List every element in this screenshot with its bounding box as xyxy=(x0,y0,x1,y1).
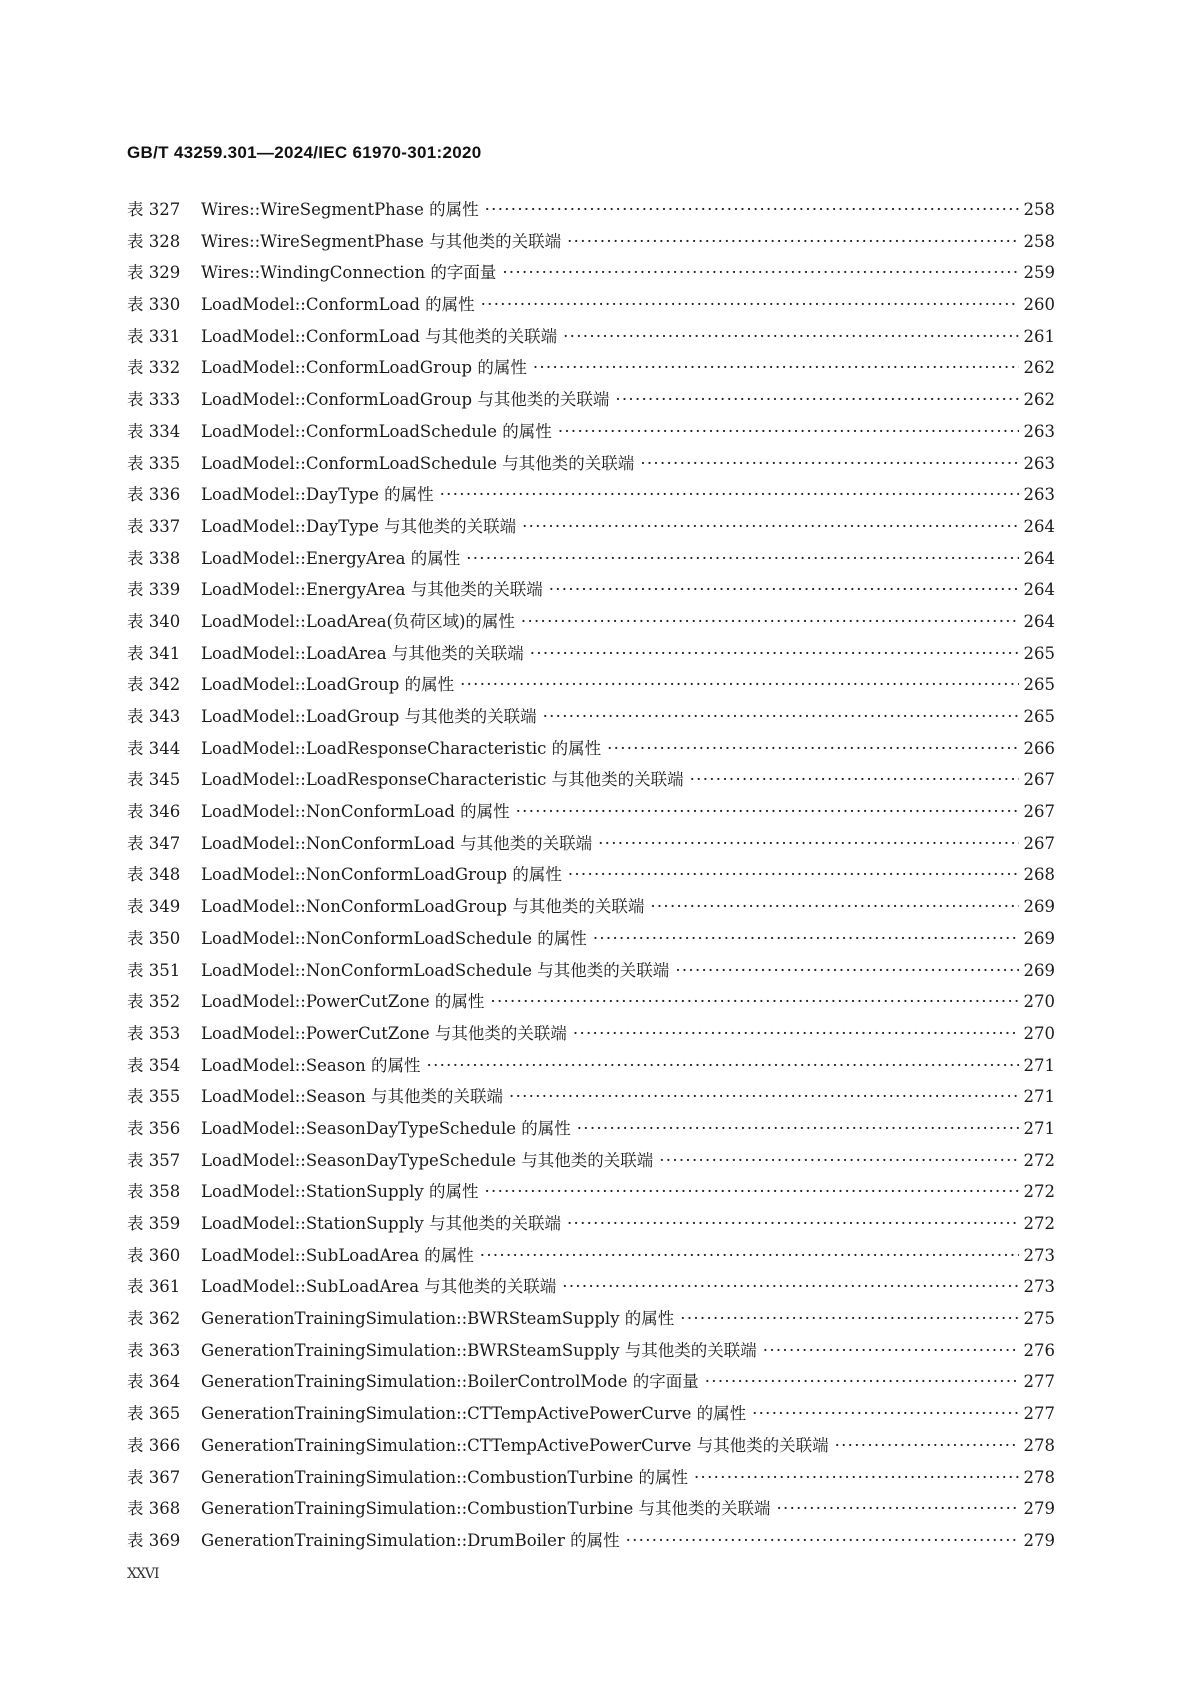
toc-entry-title: LoadModel::LoadArea 与其他类的关联端 xyxy=(201,643,524,663)
toc-entry-label: 表 359 xyxy=(127,1214,181,1233)
toc-entry-title: LoadModel::SeasonDayTypeSchedule 与其他类的关联端 xyxy=(201,1150,654,1170)
toc-entry[interactable] xyxy=(127,1115,1055,1147)
dot-leader xyxy=(466,549,1019,568)
toc-entry[interactable] xyxy=(127,957,1055,989)
toc-entry[interactable] xyxy=(127,259,1055,291)
toc-entry-title: LoadModel::LoadArea(负荷区域)的属性 xyxy=(201,611,515,631)
toc-entry-title: Wires::WireSegmentPhase 的属性 xyxy=(201,200,479,219)
toc-entry-title: LoadModel::NonConformLoad 的属性 xyxy=(201,802,510,822)
toc-entry-page: 264 xyxy=(1023,516,1055,536)
dot-leader xyxy=(690,770,1019,789)
toc-entry-title: LoadModel::StationSupply 的属性 xyxy=(201,1182,479,1202)
toc-entry[interactable] xyxy=(127,481,1055,513)
toc-entry-title: GenerationTrainingSimulation::CTTempActivePowerCurve 的属性 xyxy=(201,1404,747,1424)
toc-entry-title: GenerationTrainingSimulation::CombustionTurbine 与其他类的关联端 xyxy=(201,1499,771,1519)
toc-entry[interactable] xyxy=(127,766,1055,798)
toc-entry-page: 275 xyxy=(1023,1309,1055,1329)
toc-entry-page: 277 xyxy=(1023,1372,1055,1392)
toc-entry[interactable] xyxy=(127,925,1055,957)
dot-leader xyxy=(567,232,1019,251)
dot-leader xyxy=(567,1214,1019,1233)
toc-entry[interactable] xyxy=(127,1273,1055,1305)
toc-entry-title: LoadModel::LoadResponseCharacteristic 的属性 xyxy=(201,738,602,758)
toc-entry-title: GenerationTrainingSimulation::CTTempActivePowerCurve 与其他类的关联端 xyxy=(201,1435,829,1455)
toc-entry-page: 260 xyxy=(1023,295,1055,315)
toc-entry-title: LoadModel::LoadResponseCharacteristic 与其他类的关联端 xyxy=(201,770,684,790)
table-of-contents xyxy=(127,196,1055,1559)
toc-entry-label: 表 329 xyxy=(127,263,181,283)
toc-entry-title: LoadModel::ConformLoad 与其他类的关联端 xyxy=(201,326,558,346)
toc-entry-title: LoadModel::DayType 的属性 xyxy=(201,485,434,505)
toc-entry-page: 268 xyxy=(1023,865,1055,885)
toc-entry[interactable] xyxy=(127,228,1055,260)
toc-entry-title: LoadModel::NonConformLoadGroup 的属性 xyxy=(201,865,562,885)
dot-leader xyxy=(509,1087,1019,1106)
toc-entry[interactable] xyxy=(127,703,1055,735)
toc-entry-title: LoadModel::ConformLoadGroup 与其他类的关联端 xyxy=(201,390,610,410)
toc-entry-label: 表 342 xyxy=(127,675,181,695)
dot-leader xyxy=(549,580,1019,599)
toc-entry-label: 表 348 xyxy=(127,865,181,885)
toc-entry-label: 表 328 xyxy=(127,231,181,251)
toc-entry-page: 273 xyxy=(1023,1277,1055,1297)
toc-entry[interactable] xyxy=(127,640,1055,672)
toc-entry-label: 表 366 xyxy=(127,1435,181,1455)
dot-leader xyxy=(640,454,1019,473)
toc-entry-title: LoadModel::LoadGroup 与其他类的关联端 xyxy=(201,707,537,726)
dot-leader xyxy=(675,961,1019,980)
toc-entry[interactable] xyxy=(127,386,1055,418)
toc-entry[interactable] xyxy=(127,1495,1055,1527)
dot-leader xyxy=(533,358,1019,377)
toc-entry[interactable] xyxy=(127,861,1055,893)
dot-leader xyxy=(558,422,1019,441)
toc-entry-label: 表 356 xyxy=(127,1118,181,1138)
dot-leader xyxy=(480,1246,1019,1265)
toc-entry-page: 263 xyxy=(1023,421,1055,441)
toc-entry-label: 表 344 xyxy=(127,738,181,758)
toc-entry-title: LoadModel::PowerCutZone 与其他类的关联端 xyxy=(201,1023,567,1043)
toc-entry-page: 258 xyxy=(1023,231,1055,251)
dot-leader xyxy=(530,644,1019,663)
toc-entry[interactable] xyxy=(127,608,1055,640)
dot-leader xyxy=(650,897,1019,916)
dot-leader xyxy=(543,707,1019,726)
dot-leader xyxy=(607,739,1019,758)
toc-entry-page: 263 xyxy=(1023,453,1055,473)
toc-entry-page: 264 xyxy=(1023,611,1055,631)
dot-leader xyxy=(593,929,1019,948)
toc-entry-page: 259 xyxy=(1023,263,1055,283)
dot-leader xyxy=(568,865,1019,884)
toc-entry-page: 263 xyxy=(1023,485,1055,505)
dot-leader xyxy=(427,1056,1019,1075)
toc-entry-page: 269 xyxy=(1023,897,1055,917)
dot-leader xyxy=(598,834,1019,853)
toc-entry-page: 258 xyxy=(1023,200,1055,219)
toc-entry-label: 表 331 xyxy=(127,326,181,346)
dot-leader xyxy=(659,1151,1019,1170)
toc-entry-label: 表 349 xyxy=(127,897,181,917)
dot-leader xyxy=(777,1499,1019,1518)
toc-entry[interactable] xyxy=(127,1305,1055,1337)
toc-entry[interactable] xyxy=(127,418,1055,450)
toc-entry[interactable] xyxy=(127,671,1055,703)
dot-leader xyxy=(481,295,1019,314)
dot-leader xyxy=(502,263,1019,282)
toc-entry-label: 表 341 xyxy=(127,643,181,663)
toc-entry-title: LoadModel::ConformLoad 的属性 xyxy=(201,295,475,315)
toc-entry[interactable] xyxy=(127,1210,1055,1242)
dot-leader xyxy=(752,1404,1019,1423)
toc-entry[interactable] xyxy=(127,1147,1055,1179)
toc-entry-page: 271 xyxy=(1023,1118,1055,1138)
toc-entry-label: 表 333 xyxy=(127,390,181,410)
toc-entry-label: 表 361 xyxy=(127,1277,181,1297)
toc-entry[interactable] xyxy=(127,1083,1055,1115)
dot-leader xyxy=(573,1024,1019,1043)
dot-leader xyxy=(563,327,1019,346)
toc-entry-title: GenerationTrainingSimulation::BoilerControlMode 的字面量 xyxy=(201,1372,699,1392)
toc-entry-label: 表 358 xyxy=(127,1182,181,1202)
dot-leader xyxy=(440,485,1019,504)
toc-entry-title: LoadModel::DayType 与其他类的关联端 xyxy=(201,516,517,536)
toc-entry-title: LoadModel::Season 与其他类的关联端 xyxy=(201,1087,504,1107)
toc-entry[interactable] xyxy=(127,354,1055,386)
toc-entry-title: LoadModel::EnergyArea 的属性 xyxy=(201,548,461,568)
toc-entry-page: 278 xyxy=(1023,1435,1055,1455)
toc-entry-label: 表 368 xyxy=(127,1499,181,1519)
toc-entry-page: 272 xyxy=(1023,1214,1055,1233)
toc-entry[interactable] xyxy=(127,735,1055,767)
toc-entry[interactable] xyxy=(127,1464,1055,1496)
toc-entry-page: 272 xyxy=(1023,1182,1055,1202)
toc-entry-label: 表 343 xyxy=(127,707,181,726)
dot-leader xyxy=(522,517,1019,536)
toc-entry-page: 267 xyxy=(1023,770,1055,790)
toc-entry-label: 表 352 xyxy=(127,992,181,1012)
toc-entry[interactable] xyxy=(127,196,1055,228)
toc-entry-page: 264 xyxy=(1023,580,1055,600)
toc-entry-label: 表 357 xyxy=(127,1150,181,1170)
toc-entry-page: 266 xyxy=(1023,738,1055,758)
toc-entry-page: 279 xyxy=(1023,1530,1055,1550)
toc-entry[interactable] xyxy=(127,1400,1055,1432)
toc-entry[interactable] xyxy=(127,1052,1055,1084)
toc-entry[interactable] xyxy=(127,323,1055,355)
dot-leader xyxy=(490,992,1019,1011)
toc-entry-label: 表 367 xyxy=(127,1467,181,1487)
toc-entry-page: 262 xyxy=(1023,390,1055,410)
toc-entry[interactable] xyxy=(127,513,1055,545)
toc-entry-title: LoadModel::SubLoadArea 与其他类的关联端 xyxy=(201,1277,557,1297)
toc-entry-label: 表 347 xyxy=(127,833,181,853)
toc-entry-label: 表 339 xyxy=(127,580,181,600)
toc-entry-title: GenerationTrainingSimulation::DrumBoiler 的属性 xyxy=(201,1530,620,1550)
dot-leader xyxy=(694,1468,1019,1487)
toc-entry[interactable] xyxy=(127,576,1055,608)
toc-entry-label: 表 340 xyxy=(127,611,181,631)
toc-entry-label: 表 355 xyxy=(127,1087,181,1107)
dot-leader xyxy=(460,675,1019,694)
dot-leader xyxy=(763,1341,1019,1360)
dot-leader xyxy=(485,200,1019,219)
toc-entry[interactable] xyxy=(127,1242,1055,1274)
dot-leader xyxy=(615,390,1019,409)
toc-entry-title: LoadModel::ConformLoadSchedule 与其他类的关联端 xyxy=(201,453,635,473)
toc-entry-label: 表 332 xyxy=(127,358,181,378)
dot-leader xyxy=(835,1436,1019,1455)
toc-entry-title: LoadModel::SubLoadArea 的属性 xyxy=(201,1245,474,1265)
toc-entry[interactable] xyxy=(127,798,1055,830)
toc-entry-title: LoadModel::StationSupply 与其他类的关联端 xyxy=(201,1214,561,1233)
toc-entry-page: 270 xyxy=(1023,992,1055,1012)
toc-entry-page: 279 xyxy=(1023,1499,1055,1519)
toc-entry[interactable] xyxy=(127,893,1055,925)
toc-entry-page: 271 xyxy=(1023,1055,1055,1075)
toc-entry[interactable] xyxy=(127,1527,1055,1559)
toc-entry-title: GenerationTrainingSimulation::BWRSteamSupply 与其他类的关联端 xyxy=(201,1340,757,1360)
toc-entry-title: LoadModel::NonConformLoadSchedule 与其他类的关联端 xyxy=(201,960,670,980)
toc-entry-label: 表 350 xyxy=(127,928,181,948)
toc-entry-label: 表 345 xyxy=(127,770,181,790)
toc-entry-title: LoadModel::LoadGroup 的属性 xyxy=(201,675,455,695)
toc-entry-page: 272 xyxy=(1023,1150,1055,1170)
toc-entry[interactable] xyxy=(127,1337,1055,1369)
toc-entry-page: 265 xyxy=(1023,707,1055,726)
toc-entry-page: 269 xyxy=(1023,928,1055,948)
toc-entry-title: Wires::WireSegmentPhase 与其他类的关联端 xyxy=(201,231,562,251)
dot-leader xyxy=(562,1277,1019,1296)
toc-entry[interactable] xyxy=(127,1432,1055,1464)
toc-entry-title: GenerationTrainingSimulation::BWRSteamSupply 的属性 xyxy=(201,1309,675,1329)
toc-entry-title: LoadModel::NonConformLoadGroup 与其他类的关联端 xyxy=(201,897,645,917)
toc-entry-label: 表 353 xyxy=(127,1023,181,1043)
toc-entry-title: Wires::WindingConnection 的字面量 xyxy=(201,263,497,283)
toc-entry-page: 267 xyxy=(1023,833,1055,853)
toc-entry-title: LoadModel::NonConformLoad 与其他类的关联端 xyxy=(201,833,593,853)
toc-entry-label: 表 364 xyxy=(127,1372,181,1392)
toc-entry-page: 262 xyxy=(1023,358,1055,378)
toc-entry[interactable] xyxy=(127,1178,1055,1210)
toc-entry-page: 265 xyxy=(1023,643,1055,663)
toc-entry-label: 表 363 xyxy=(127,1340,181,1360)
dot-leader xyxy=(705,1372,1019,1391)
dot-leader xyxy=(626,1531,1019,1550)
toc-entry[interactable] xyxy=(127,830,1055,862)
toc-entry-title: LoadModel::PowerCutZone 的属性 xyxy=(201,992,485,1012)
page-number: XXVI xyxy=(127,1566,159,1582)
toc-entry[interactable] xyxy=(127,291,1055,323)
toc-entry-page: 273 xyxy=(1023,1245,1055,1265)
toc-entry[interactable] xyxy=(127,1020,1055,1052)
toc-entry-title: LoadModel::SeasonDayTypeSchedule 的属性 xyxy=(201,1118,571,1138)
toc-entry-title: LoadModel::ConformLoadSchedule 的属性 xyxy=(201,421,552,441)
toc-entry[interactable] xyxy=(127,1368,1055,1400)
toc-entry-page: 269 xyxy=(1023,960,1055,980)
toc-entry-label: 表 330 xyxy=(127,295,181,315)
toc-entry-label: 表 369 xyxy=(127,1530,181,1550)
toc-entry-page: 265 xyxy=(1023,675,1055,695)
toc-entry-label: 表 365 xyxy=(127,1404,181,1424)
toc-entry-title: LoadModel::ConformLoadGroup 的属性 xyxy=(201,358,527,378)
toc-entry-label: 表 334 xyxy=(127,421,181,441)
toc-entry-page: 270 xyxy=(1023,1023,1055,1043)
toc-entry-title: LoadModel::EnergyArea 与其他类的关联端 xyxy=(201,580,543,600)
toc-entry-label: 表 337 xyxy=(127,516,181,536)
toc-entry-page: 264 xyxy=(1023,548,1055,568)
toc-entry-label: 表 336 xyxy=(127,485,181,505)
dot-leader xyxy=(577,1119,1019,1138)
toc-entry-page: 278 xyxy=(1023,1467,1055,1487)
toc-entry-page: 267 xyxy=(1023,802,1055,822)
dot-leader xyxy=(521,612,1019,631)
toc-entry-page: 261 xyxy=(1023,326,1055,346)
dot-leader xyxy=(484,1182,1019,1201)
toc-entry-label: 表 338 xyxy=(127,548,181,568)
dot-leader xyxy=(516,802,1019,821)
toc-entry-label: 表 327 xyxy=(127,200,181,219)
toc-entry-label: 表 335 xyxy=(127,453,181,473)
toc-entry-page: 277 xyxy=(1023,1404,1055,1424)
toc-entry-title: LoadModel::NonConformLoadSchedule 的属性 xyxy=(201,928,587,948)
toc-entry-label: 表 346 xyxy=(127,802,181,822)
toc-entry-label: 表 360 xyxy=(127,1245,181,1265)
toc-entry-page: 276 xyxy=(1023,1340,1055,1360)
toc-entry-label: 表 362 xyxy=(127,1309,181,1329)
toc-entry[interactable] xyxy=(127,450,1055,482)
toc-entry[interactable] xyxy=(127,545,1055,577)
toc-entry-label: 表 351 xyxy=(127,960,181,980)
toc-entry-title: GenerationTrainingSimulation::CombustionTurbine 的属性 xyxy=(201,1467,689,1487)
toc-entry-label: 表 354 xyxy=(127,1055,181,1075)
dot-leader xyxy=(680,1309,1019,1328)
document-header: GB/T 43259.301—2024/IEC 61970-301:2020 xyxy=(127,143,482,162)
toc-entry-title: LoadModel::Season 的属性 xyxy=(201,1055,421,1075)
toc-entry-page: 271 xyxy=(1023,1087,1055,1107)
toc-entry[interactable] xyxy=(127,988,1055,1020)
